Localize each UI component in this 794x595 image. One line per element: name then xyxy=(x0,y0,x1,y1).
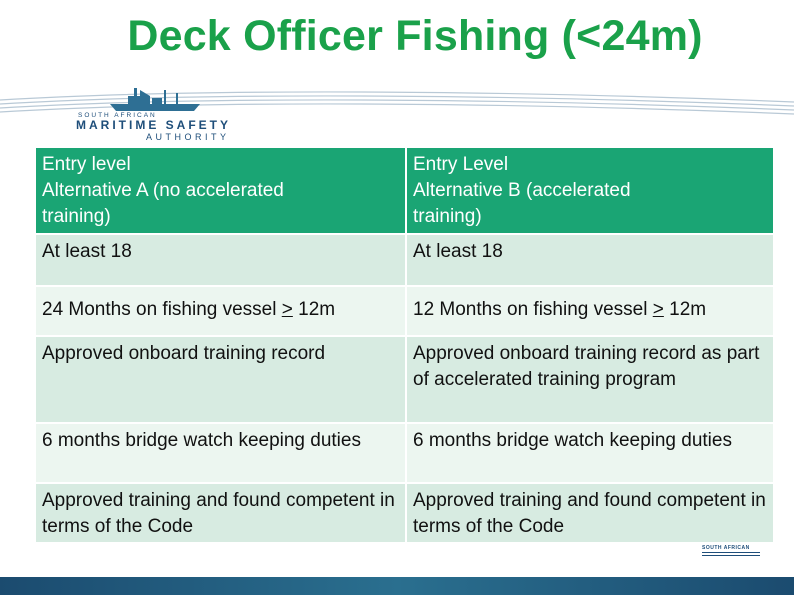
logo-line-3: AUTHORITY xyxy=(146,132,230,142)
table-cell: At least 18 xyxy=(407,235,773,285)
table-cell: Approved onboard training record xyxy=(36,337,405,422)
table-row xyxy=(36,337,773,422)
corner-logo xyxy=(702,545,764,559)
cell-text: 12m xyxy=(663,299,707,320)
table-cell: Approved training and found competent in terms of the Code xyxy=(407,484,773,542)
header-b-line: Entry Level xyxy=(413,154,509,175)
table-cell: 6 months bridge watch keeping duties xyxy=(36,424,405,482)
corner-logo-lines-icon xyxy=(702,551,760,557)
slide-title: Deck Officer Fishing (<24m) xyxy=(127,12,703,60)
cell-text: 24 Months on fishing vessel xyxy=(42,299,282,320)
ship-icon xyxy=(110,88,200,111)
header-b-line: Alternative B (accelerated xyxy=(413,180,631,201)
corner-logo-text: SOUTH AFRICAN xyxy=(702,545,750,551)
table-cell: Approved training and found competent in terms of the Code xyxy=(36,484,405,542)
table-header-row xyxy=(36,148,773,233)
table-cell: 6 months bridge watch keeping duties xyxy=(407,424,773,482)
header-b-line: training) xyxy=(413,206,482,227)
footer-bar xyxy=(0,577,794,595)
logo-line-1: SOUTH AFRICAN xyxy=(78,112,157,119)
header-cell-alternative-a xyxy=(36,148,405,233)
requirements-table xyxy=(36,148,773,542)
header-a-line: Alternative A (no accelerated xyxy=(42,180,284,201)
table-row xyxy=(36,424,773,482)
table-cell: At least 18 xyxy=(36,235,405,285)
samsa-logo-text xyxy=(76,112,236,142)
gte-symbol: > xyxy=(652,299,664,320)
table-cell xyxy=(36,287,405,335)
table-cell xyxy=(407,287,773,335)
header-cell-alternative-b xyxy=(407,148,773,233)
cell-text: 12m xyxy=(292,299,336,320)
header-a-line: training) xyxy=(42,206,111,227)
gte-symbol: > xyxy=(281,299,293,320)
table-cell: Approved onboard training record as part of accelerated training program xyxy=(407,337,773,422)
header-a-line: Entry level xyxy=(42,154,131,175)
table-row xyxy=(36,287,773,335)
cell-text: 12 Months on fishing vessel xyxy=(413,299,653,320)
table-row xyxy=(36,484,773,542)
logo-line-2: MARITIME SAFETY xyxy=(76,118,231,132)
table-row xyxy=(36,235,773,285)
